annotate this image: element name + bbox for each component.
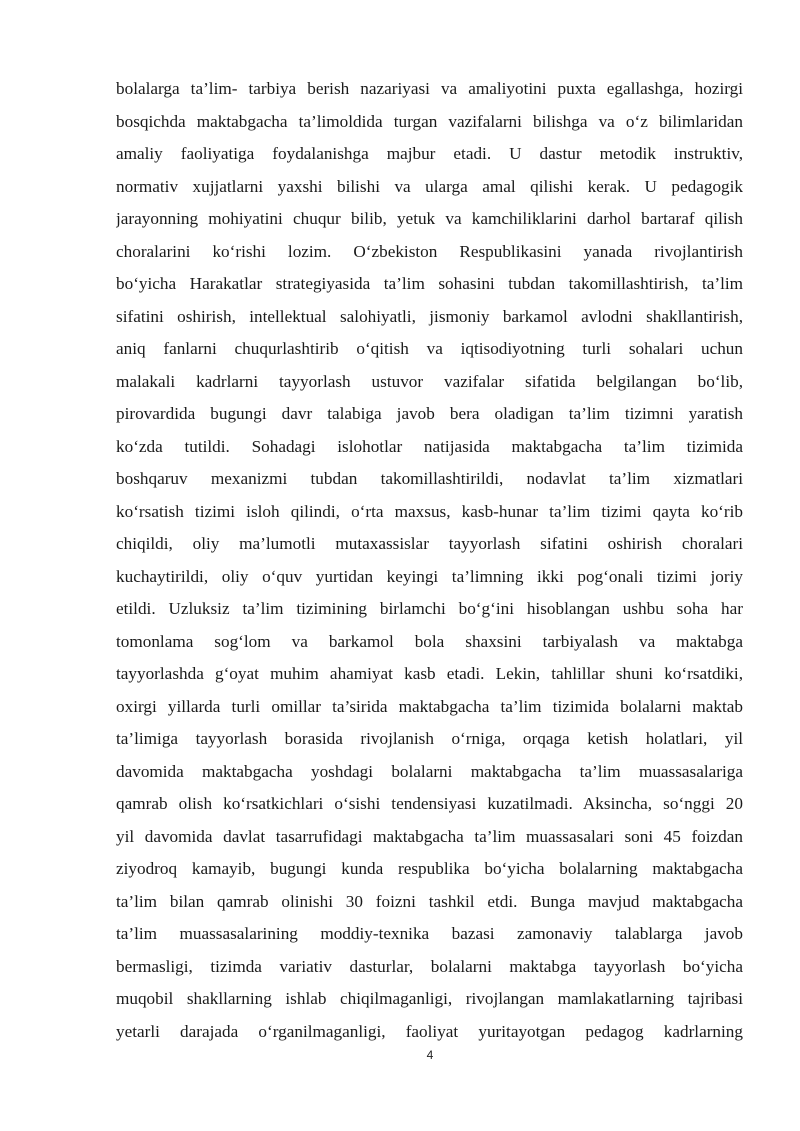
text-line: jarayonning mohiyatini chuqur bilib, yetuk va kamchiliklarini darhol bartaraf qilish <box>116 209 743 228</box>
body-text <box>116 73 743 1048</box>
text-line: yil davomida davlat tasarrufidagi maktabgacha ta’lim muassasalari soni 45 foizdan <box>116 826 743 846</box>
text-line: pirovardida bugungi davr talabiga javob bera oladigan ta’lim tizimni yaratish <box>116 404 743 423</box>
text-line: sifatini oshirish, intellektual salohiyatli, jismoniy barkamol avlodni shakllantirish, <box>116 306 743 326</box>
text-line: bolalarga ta’lim- tarbiya berish nazariyasi va amaliyotini puxta egallashga, hozirgi <box>116 79 743 98</box>
text-line: choralarini ko‘rishi lozim. O‘zbekiston Respublikasini yanada rivojlantirish <box>116 241 743 261</box>
text-line: boshqaruv mexanizmi tubdan takomillashtirildi, nodavlat ta’lim xizmatlari <box>116 469 743 488</box>
text-line: ta’limiga tayyorlash borasida rivojlanish o‘rniga, orqaga ketish holatlari, yil <box>116 729 743 748</box>
text-line: yetarli darajada o‘rganilmaganligi, faoliyat yuritayotgan pedagog kadrlarning <box>116 1021 743 1041</box>
text-line: bermasligi, tizimda variativ dasturlar, bolalarni maktabga tayyorlash bo‘yicha <box>116 956 743 976</box>
text-line: etildi. Uzluksiz ta’lim tizimining birlamchi bo‘g‘ini hisoblangan ushbu soha har <box>116 599 743 618</box>
text-line: chiqildi, oliy ma’lumotli mutaxassislar tayyorlash sifatini oshirish choralari <box>116 534 743 553</box>
text-line: tomonlama sog‘lom va barkamol bola shaxsini tarbiyalash va maktabga <box>116 631 743 651</box>
text-line: ko‘zda tutildi. Sohadagi islohotlar natijasida maktabgacha ta’lim tizimida <box>116 436 743 456</box>
text-line: aniq fanlarni chuqurlashtirib o‘qitish va iqtisodiyotning turli sohalari uchun <box>116 339 743 358</box>
page-number: 4 <box>426 1048 434 1062</box>
text-line: amaliy faoliyatiga foydalanishga majbur etadi. U dastur metodik instruktiv, <box>116 144 743 163</box>
text-line: ta’lim muassasalarining moddiy-texnika bazasi zamonaviy talablarga javob <box>116 924 743 943</box>
text-line: bosqichda maktabgacha ta’limoldida turgan vazifalarni bilishga va o‘z bilimlaridan <box>116 111 743 131</box>
text-line: normativ xujjatlarni yaxshi bilishi va ularga amal qilishi kerak. U pedagogik <box>116 176 743 196</box>
text-line: ziyodroq kamayib, bugungi kunda respublika bo‘yicha bolalarning maktabgacha <box>116 859 743 878</box>
text-line: qamrab olish ko‘rsatkichlari o‘sishi tendensiyasi kuzatilmadi. Aksincha, so‘nggi 20 <box>116 794 743 813</box>
text-line: ko‘rsatish tizimi isloh qilindi, o‘rta maxsus, kasb-hunar ta’lim tizimi qayta ko‘rib <box>116 501 743 521</box>
text-line: kuchaytirildi, oliy o‘quv yurtidan keyingi ta’limning ikki pog‘onali tizimi joriy <box>116 566 743 586</box>
text-line: bo‘yicha Harakatlar strategiyasida ta’lim sohasini tubdan takomillashtirish, ta’lim <box>116 274 743 293</box>
text-line: malakali kadrlarni tayyorlash ustuvor vazifalar sifatida belgilangan bo‘lib, <box>116 371 743 391</box>
text-line: davomida maktabgacha yoshdagi bolalarni maktabgacha ta’lim muassasalariga <box>116 761 743 781</box>
text-line: oxirgi yillarda turli omillar ta’sirida maktabgacha ta’lim tizimida bolalarni maktab <box>116 696 743 716</box>
text-line: ta’lim bilan qamrab olinishi 30 foizni tashkil etdi. Bunga mavjud maktabgacha <box>116 891 743 911</box>
text-line: tayyorlashda g‘oyat muhim ahamiyat kasb etadi. Lekin, tahlillar shuni ko‘rsatdiki, <box>116 664 743 683</box>
text-line: muqobil shakllarning ishlab chiqilmaganligi, rivojlangan mamlakatlarning tajribasi <box>116 989 743 1008</box>
